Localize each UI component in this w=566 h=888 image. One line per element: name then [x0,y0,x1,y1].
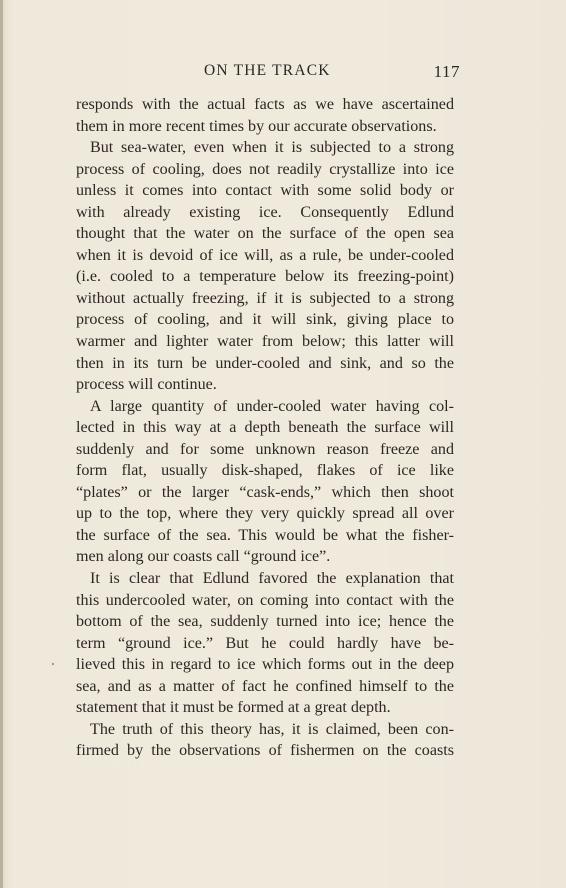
text-line: men along our coasts call “ground ice”. [76,548,331,566]
text-line: suddenly and for some unknown reason freeze and [76,440,454,458]
text-line: thought that the water on the surface of the open sea [76,225,454,243]
text-line: process of cooling, and it will sink, giving place to [76,311,454,329]
text-line: them in more recent times by our accurate observations. [76,117,437,135]
text-line: then in its turn be under-cooled and sink, and so the [76,354,454,372]
page-gutter-edge [0,0,3,888]
text-line: sea, and as a matter of fact he confined himself to the [76,677,454,695]
text-line: the surface of the sea. This would be what the fisher- [76,526,454,544]
text-line: this undercooled water, on coming into contact with the [76,591,454,609]
text-line: with already existing ice. Consequently Edlund [76,203,454,221]
text-line: firmed by the observations of fishermen on the coasts [76,742,454,760]
text-line: without actually freezing, if it is subjected to a strong [76,289,454,307]
text-line: “plates” or the larger “cask-ends,” which then shoot [76,483,454,501]
text-line: lected in this way at a depth beneath the surface will [76,419,454,437]
text-line: form flat, usually disk-shaped, flakes of ice like [76,462,454,480]
text-line: up to the top, where they very quickly spread all over [76,505,454,523]
text-line: The truth of this theory has, it is claimed, been con- [90,720,454,738]
page-header [74,62,460,86]
text-line: process of cooling, does not readily crystallize into ice [76,160,454,178]
text-line: (i.e. cooled to a temperature below its freezing-point) [76,268,454,286]
text-line: term “ground ice.” But he could hardly have be- [76,634,454,652]
body-text [76,94,454,762]
text-line: lieved this in regard to ice which forms out in the deep [76,656,454,674]
text-line: statement that it must be formed at a great depth. [76,699,391,717]
text-line: process will continue. [76,376,217,394]
text-line: unless it comes into contact with some solid body or [76,182,454,200]
text-line: warmer and lighter water from below; this latter will [76,333,454,351]
text-line: But sea-water, even when it is subjected to a strong [90,139,454,157]
page-number: 117 [433,62,460,81]
text-line: It is clear that Edlund favored the explanation that [90,570,454,588]
text-line: bottom of the sea, suddenly turned into ice; hence the [76,613,454,631]
paper-speck [52,663,54,665]
text-line: when it is devoid of ice will, as a rule, be under-cooled [76,246,454,264]
text-line: responds with the actual facts as we have ascertained [76,96,454,113]
running-head: ON THE TRACK [204,62,331,79]
text-line: A large quantity of under-cooled water having col- [90,397,454,415]
